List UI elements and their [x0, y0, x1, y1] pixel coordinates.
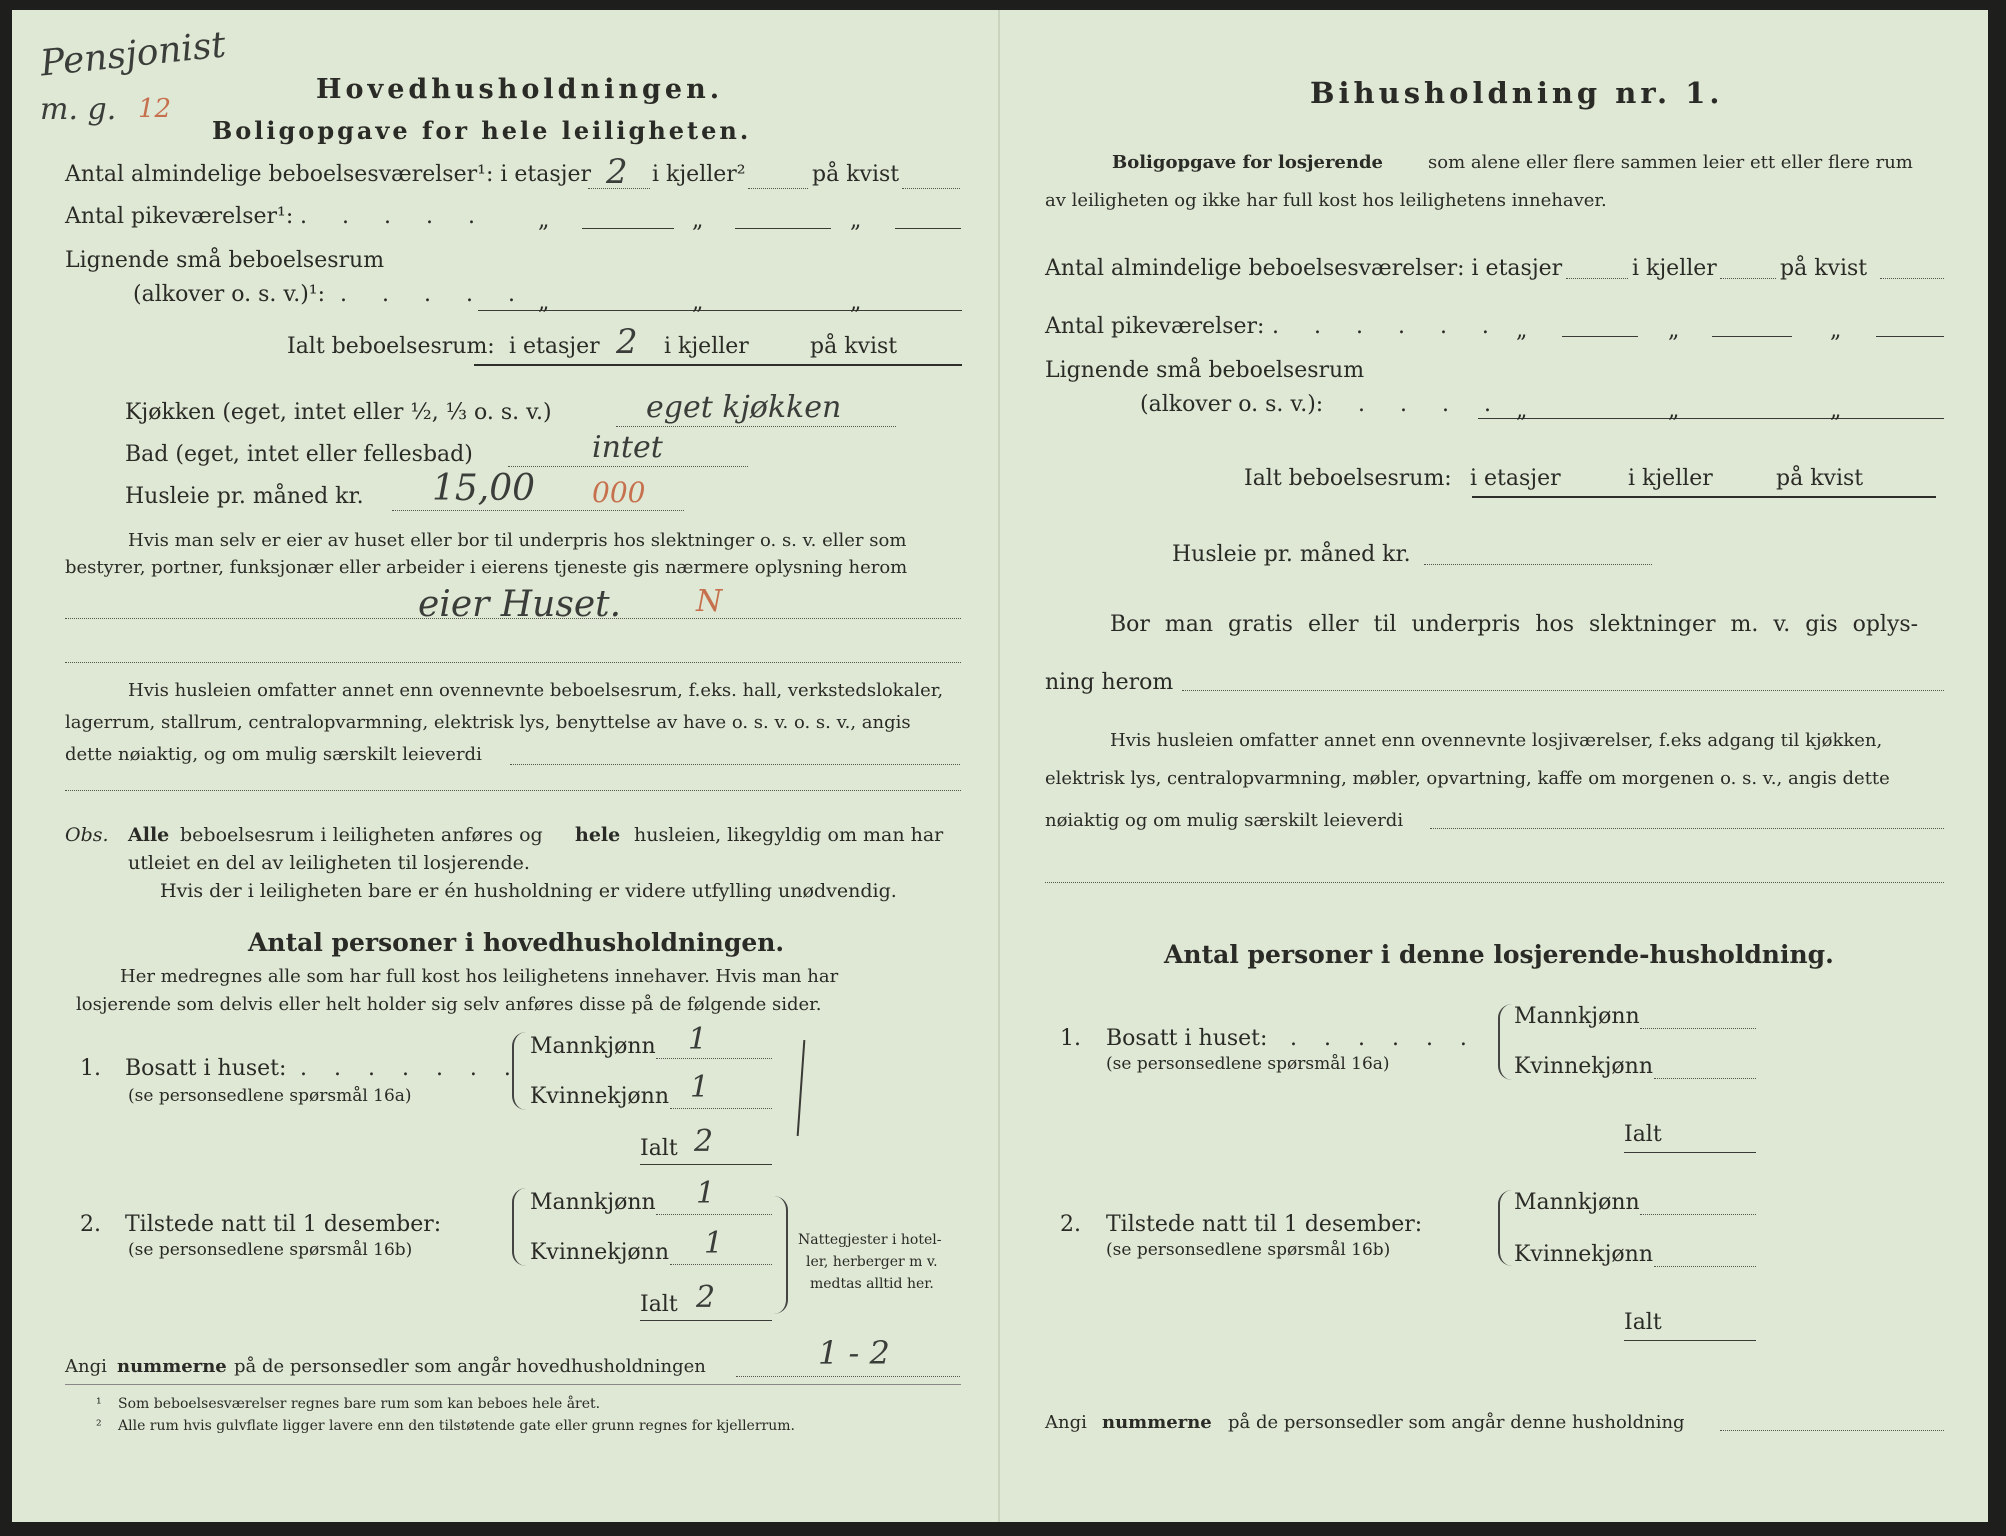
right-angi-b: nummerne	[1102, 1412, 1212, 1433]
dotted-leader: . . . . .	[300, 204, 489, 229]
left-husleie: Husleie pr. måned kr.	[125, 484, 364, 509]
obs-text2: utleiet en del av leiligheten til losjerende.	[128, 852, 530, 874]
left-q2-ialt: Ialt	[640, 1292, 678, 1317]
left-q1-sub: (se personsedlene spørsmål 16a)	[128, 1086, 412, 1106]
hw-kjokken: eget kjøkken	[646, 390, 842, 425]
left-persons-text1: Her medregnes alle som har full kost hos leilighetens innehaver. Hvis man har	[120, 966, 839, 987]
left-q2-num: 2.	[80, 1212, 101, 1237]
right-angi-c: på de personsedler som angår denne husholdning	[1228, 1412, 1685, 1433]
ditto-mark: „	[692, 208, 704, 233]
left-row1-kjeller: i kjeller²	[652, 162, 746, 187]
left-ialt-kjeller: i kjeller	[664, 334, 749, 359]
dotted-leader: . . . . . . .	[300, 1056, 521, 1081]
right-q1-kvinne: Kvinnekjønn	[1514, 1054, 1653, 1079]
left-q1-ialt: Ialt	[640, 1136, 678, 1161]
natt-note2: ler, herberger m v.	[806, 1254, 938, 1270]
ditto-mark: „	[1668, 318, 1680, 343]
right-persons-title: Antal personer i denne losjerende-husholdning.	[1164, 940, 1834, 969]
fn1: Som beboelsesværelser regnes bare rum som kan beboes hele året.	[118, 1396, 601, 1412]
hw-nummerne: 1 - 2	[818, 1334, 890, 1372]
right-title: Bihusholdning nr. 1.	[1310, 76, 1724, 110]
ditto-mark: „	[1516, 318, 1528, 343]
census-form-sheet	[12, 10, 1988, 1522]
ditto-mark: „	[850, 208, 862, 233]
right-ialt-kjeller: i kjeller	[1628, 466, 1713, 491]
obs-text1b: husleien, likegyldig om man har	[634, 824, 944, 846]
right-annet-text3: nøiaktig og om mulig særskilt leieverdi	[1045, 810, 1404, 831]
left-kjokken: Kjøkken (eget, intet eller ½, ⅓ o. s. v.)	[125, 400, 552, 425]
left-q2-kvinne: Kvinnekjønn	[530, 1240, 669, 1265]
left-q1-mann: Mannkjønn	[530, 1034, 656, 1059]
right-angi-a: Angi	[1045, 1412, 1087, 1433]
right-row3a: Lignende små beboelsesrum	[1045, 358, 1365, 383]
natt-note1: Nattegjester i hotel-	[798, 1232, 942, 1248]
left-row2-label: Antal pikeværelser¹:	[65, 204, 294, 229]
left-persons-title: Antal personer i hovedhusholdningen.	[248, 928, 785, 957]
right-row1-kvist: på kvist	[1780, 256, 1868, 281]
hw-bad: intet	[592, 430, 663, 465]
hw-eier-red-mark: N	[696, 584, 723, 619]
left-annet-text2: lagerrum, stallrum, centralopvarmning, elektrisk lys, benyttelse av have o. s. v. o. s. v., angis	[65, 712, 911, 733]
handwritten-note: m. g.	[40, 92, 117, 127]
obs-label: Obs.	[65, 824, 109, 846]
hw-husleie-red: 000	[592, 476, 646, 509]
left-ialt-label: Ialt beboelsesrum:	[287, 334, 495, 359]
dotted-leader: . . . .	[1358, 392, 1505, 417]
left-q1-label: Bosatt i huset:	[125, 1056, 287, 1081]
dotted-leader: . . . . . .	[1272, 314, 1503, 339]
left-row1-kvist: på kvist	[812, 162, 900, 187]
right-annet-text2: elektrisk lys, centralopvarmning, møbler, opvartning, kaffe om morgenen o. s. v., angis dette	[1045, 768, 1890, 789]
right-q2-num: 2.	[1060, 1212, 1081, 1237]
hw-q1-ialt: 2	[694, 1124, 714, 1159]
right-q1-ialt: Ialt	[1624, 1122, 1662, 1147]
right-q1-sub: (se personsedlene spørsmål 16a)	[1106, 1054, 1390, 1074]
left-subtitle: Boligopgave for hele leiligheten.	[212, 116, 752, 145]
left-angi-c: på de personsedler som angår hovedhusholdningen	[234, 1356, 706, 1377]
right-gratis1: Bor man gratis eller til underpris hos slektninger m. v. gis oplys-	[1110, 612, 1919, 637]
left-ialt-etasjer: i etasjer	[509, 334, 600, 359]
hw-q2-kvinne: 1	[704, 1226, 724, 1261]
ditto-mark: „	[1830, 398, 1842, 423]
obs-hele: hele	[575, 824, 621, 846]
ditto-mark: „	[850, 290, 862, 315]
hw-q1-mann: 1	[688, 1022, 708, 1057]
ditto-mark: „	[538, 208, 550, 233]
hw-q1-kvinne: 1	[690, 1070, 710, 1105]
right-q2-kvinne: Kvinnekjønn	[1514, 1242, 1653, 1267]
right-q2-label: Tilstede natt til 1 desember:	[1106, 1212, 1423, 1237]
dotted-leader: . . . . .	[340, 282, 529, 307]
left-q1-num: 1.	[80, 1056, 101, 1081]
right-q2-sub: (se personsedlene spørsmål 16b)	[1106, 1240, 1391, 1260]
left-bad: Bad (eget, intet eller fellesbad)	[125, 442, 473, 467]
left-annet-text3: dette nøiaktig, og om mulig særskilt leieverdi	[65, 744, 482, 765]
hw-ialt-etasjer: 2	[616, 322, 638, 362]
obs-alle: Alle	[128, 824, 170, 846]
left-q1-kvinne: Kvinnekjønn	[530, 1084, 669, 1109]
fn1-mark: ¹	[96, 1396, 102, 1412]
hw-q2-ialt: 2	[696, 1280, 716, 1315]
page-fold	[998, 10, 1000, 1522]
right-q1-label: Bosatt i huset:	[1106, 1026, 1268, 1051]
left-annet-text1: Hvis husleien omfatter annet enn ovennevnte beboelsesrum, f.eks. hall, verkstedslokaler,	[128, 680, 944, 701]
ditto-mark: „	[538, 290, 550, 315]
obs-text1: beboelsesrum i leiligheten anføres og	[180, 824, 543, 846]
handwritten-occupation: Pensjonist	[38, 24, 228, 85]
left-title: Hovedhusholdningen.	[316, 74, 724, 105]
right-q1-num: 1.	[1060, 1026, 1081, 1051]
obs-text3: Hvis der i leiligheten bare er én husholdning er videre utfylling unødvendig.	[160, 880, 897, 902]
right-intro-bold: Boligopgave for losjerende	[1112, 152, 1384, 173]
natt-note3: medtas alltid her.	[810, 1276, 934, 1292]
left-persons-text2: losjerende som delvis eller helt holder sig selv anføres disse på de følgende sider.	[76, 994, 822, 1015]
fn2-mark: ²	[96, 1418, 102, 1434]
ditto-mark: „	[1516, 398, 1528, 423]
hw-q2-mann: 1	[696, 1176, 716, 1211]
left-row3a: Lignende små beboelsesrum	[65, 248, 385, 273]
hw-eier: eier Huset.	[418, 584, 622, 625]
right-q2-mann: Mannkjønn	[1514, 1190, 1640, 1215]
right-intro-text1: som alene eller flere sammen leier ett eller flere rum	[1428, 152, 1913, 173]
handwritten-red-number: 12	[138, 94, 172, 124]
right-ialt-label: Ialt beboelsesrum:	[1244, 466, 1452, 491]
left-q2-label: Tilstede natt til 1 desember:	[125, 1212, 442, 1237]
hw-etasjer: 2	[606, 152, 628, 192]
left-ialt-kvist: på kvist	[810, 334, 898, 359]
right-annet-text1: Hvis husleien omfatter annet enn ovennevnte losjiværelser, f.eks adgang til kjøkken,	[1110, 730, 1883, 751]
right-husleie: Husleie pr. måned kr.	[1172, 542, 1411, 567]
ditto-mark: „	[1830, 318, 1842, 343]
right-row2: Antal pikeværelser:	[1045, 314, 1265, 339]
right-intro-text2: av leiligheten og ikke har full kost hos leilighetens innehaver.	[1045, 190, 1607, 211]
right-gratis2: ning herom	[1045, 670, 1174, 695]
left-row3b: (alkover o. s. v.)¹:	[133, 282, 326, 307]
fn2: Alle rum hvis gulvflate ligger lavere enn den tilstøtende gate eller grunn regnes for kjellerrum.	[118, 1418, 795, 1434]
right-q2-ialt: Ialt	[1624, 1310, 1662, 1335]
left-angi-a: Angi	[65, 1356, 107, 1377]
dotted-leader: . . . . . .	[1290, 1026, 1477, 1051]
right-row3b: (alkover o. s. v.):	[1140, 392, 1324, 417]
left-eier-text1: Hvis man selv er eier av huset eller bor til underpris hos slektninger o. s. v. eller som	[128, 530, 907, 551]
right-row1: Antal almindelige beboelsesværelser: i etasjer	[1045, 256, 1563, 281]
hw-husleie: 15,00	[432, 468, 536, 509]
left-q2-sub: (se personsedlene spørsmål 16b)	[128, 1240, 413, 1260]
ditto-mark: „	[1668, 398, 1680, 423]
right-ialt-etasjer: i etasjer	[1470, 466, 1561, 491]
right-q1-mann: Mannkjønn	[1514, 1004, 1640, 1029]
ditto-mark: „	[692, 290, 704, 315]
right-row1-kjeller: i kjeller	[1632, 256, 1717, 281]
left-row1-label: Antal almindelige beboelsesværelser¹: i etasjer	[65, 162, 592, 187]
left-eier-text2: bestyrer, portner, funksjonær eller arbeider i eierens tjeneste gis nærmere oplysning herom	[65, 557, 908, 578]
left-angi-b: nummerne	[117, 1356, 227, 1377]
left-q2-mann: Mannkjønn	[530, 1190, 656, 1215]
right-ialt-kvist: på kvist	[1776, 466, 1864, 491]
